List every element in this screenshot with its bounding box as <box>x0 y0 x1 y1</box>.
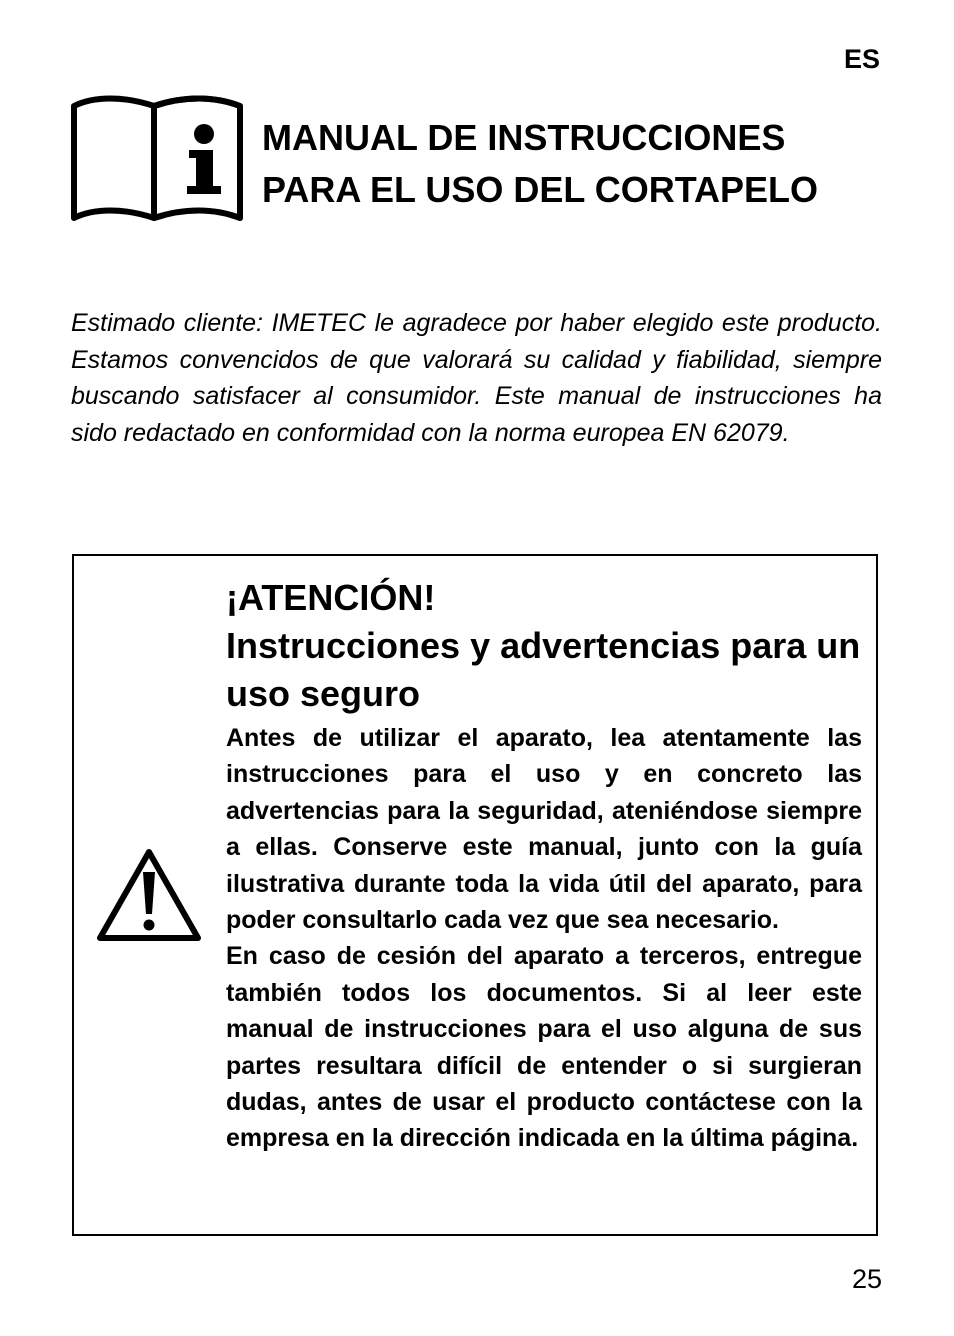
language-code: ES <box>843 44 880 74</box>
title-line-2: PARA EL USO DEL CORTAPELO <box>262 169 819 210</box>
safety-subheading: Instrucciones y advertencias para un uso seguro <box>226 625 861 714</box>
warning-content <box>226 574 862 1157</box>
warning-triangle-icon <box>96 848 202 944</box>
info-book-icon <box>70 92 246 222</box>
manual-header <box>70 92 890 222</box>
manual-title <box>262 112 818 216</box>
warning-paragraph-2: En caso de cesión del aparato a terceros, entregue también todos los documentos. Si al leer este manual de instrucciones para el uso alguna de sus partes resultara difícil de entender o si surgieran dudas, antes de usar el producto contáctese con la empresa en la dirección indicada en la última página. <box>226 942 862 1153</box>
attention-heading: ¡ATENCIÓN! <box>226 577 436 618</box>
warning-paragraph-1: Antes de utilizar el aparato, lea atentamente las instrucciones para el uso y en concreto las advertencias para la seguridad, ateniéndose siempre a ellas. Conserve este manual, junto con la guía ilustrativa durante toda la vida útil del aparato, para poder consultarlo cada vez que sea necesario. <box>226 724 862 935</box>
title-line-1: MANUAL DE INSTRUCCIONES <box>262 117 786 158</box>
intro-paragraph: Estimado cliente: IMETEC le agradece por haber elegido este producto. Estamos convencidos de que valorará su calidad y fiabilidad, siempre buscando satisfacer al consumidor. Este manual de instrucciones ha sido redactado en conformidad con la norma europea EN 62079. <box>71 309 882 447</box>
page-number: 25 <box>851 1264 882 1294</box>
safety-warning-box <box>72 554 878 1236</box>
